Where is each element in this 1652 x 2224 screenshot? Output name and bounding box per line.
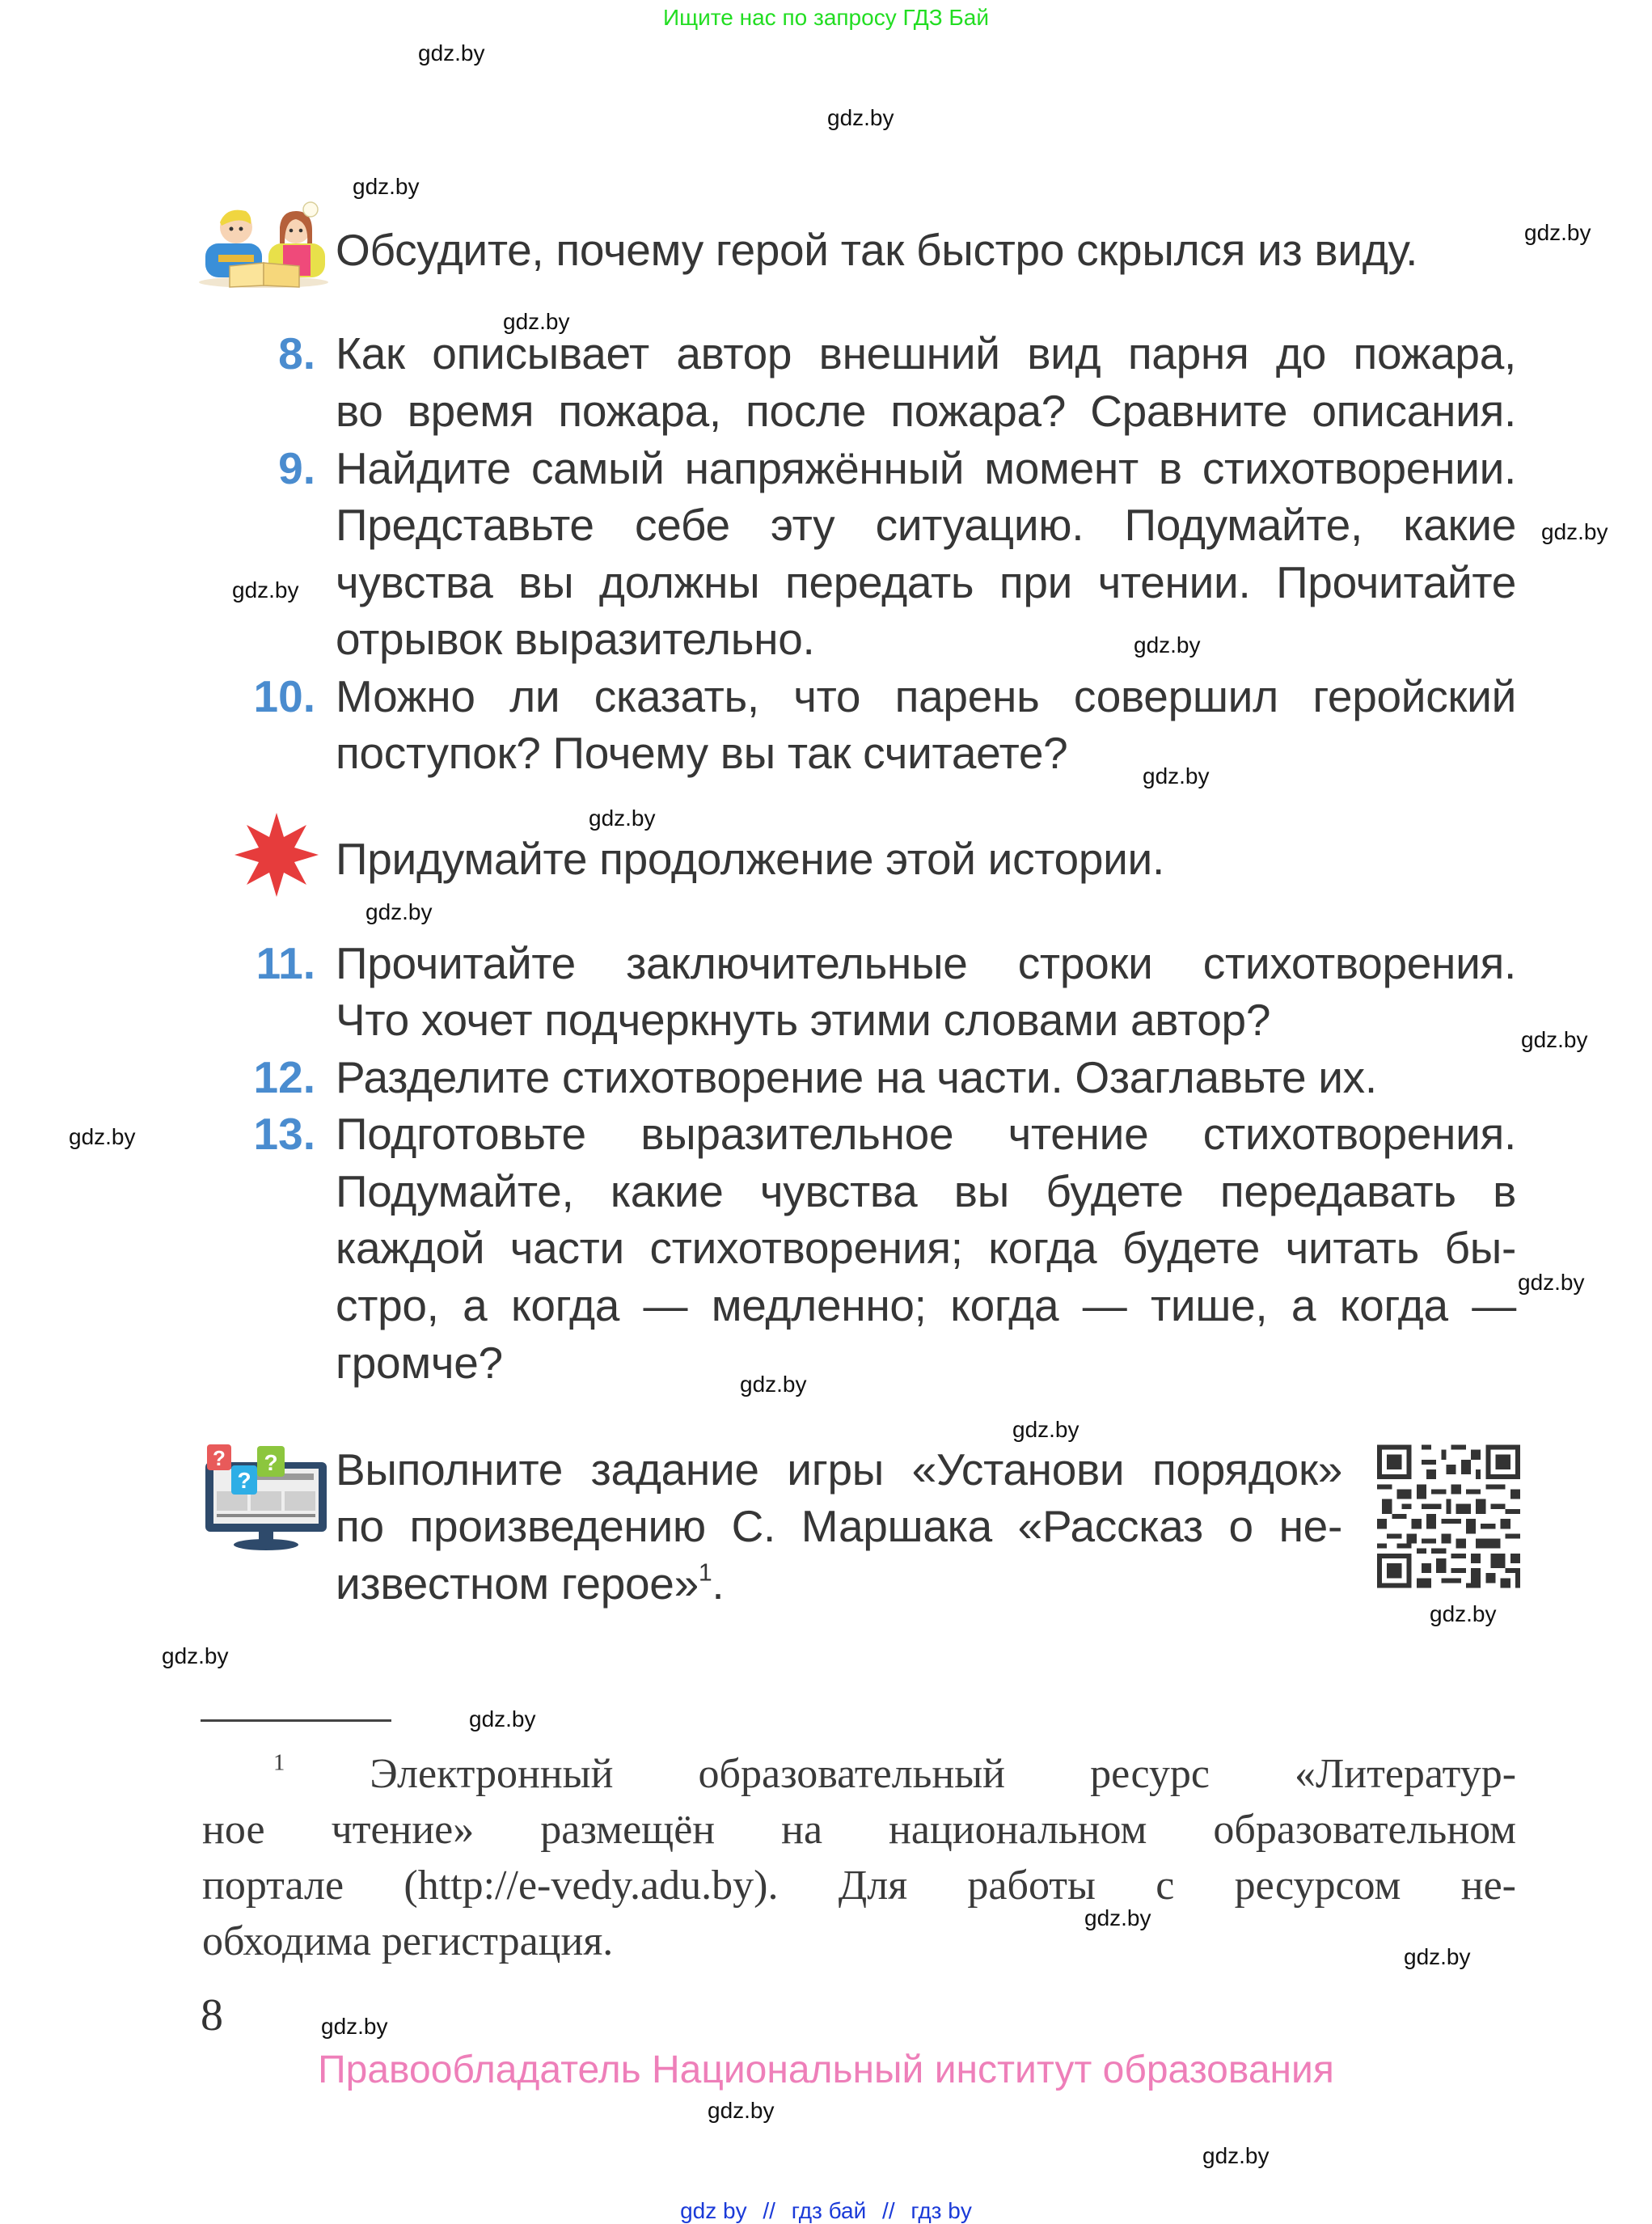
watermark: gdz.by bbox=[1518, 1270, 1585, 1295]
red-star-icon bbox=[234, 813, 319, 897]
question-number: 12. bbox=[253, 1052, 315, 1102]
watermark: gdz.by bbox=[418, 40, 485, 66]
game-task-line: по произведению С. Маршака «Рассказ о не- bbox=[336, 1501, 1342, 1551]
watermark: gdz.by bbox=[1012, 1417, 1080, 1442]
question-9-line: Представьте себе эту ситуацию. Подумайте, какие bbox=[336, 500, 1516, 550]
question-9-line: отрывок выразительно. bbox=[336, 614, 815, 664]
watermark: gdz.by bbox=[1541, 519, 1608, 544]
kids-reading-book-icon bbox=[194, 198, 333, 289]
question-11-line: Что хочет подчеркнуть этими словами автор? bbox=[336, 995, 1271, 1045]
question-13-line: стро, а когда — медленно; когда — тише, а когда — bbox=[336, 1280, 1516, 1330]
game-task-text: известном герое» bbox=[336, 1558, 699, 1609]
question-13-line: каждой части стихотворения; когда будете читать бы- bbox=[336, 1223, 1516, 1273]
watermark: gdz.by bbox=[1143, 763, 1210, 789]
search-banner: Ищите нас по запросу ГДЗ Бай bbox=[662, 5, 990, 30]
question-13-line: Подумайте, какие чувства вы будете передавать в bbox=[336, 1166, 1516, 1216]
watermark: gdz.by bbox=[321, 2014, 388, 2039]
question-10-line: Можно ли сказать, что парень совершил геройский bbox=[336, 671, 1516, 721]
question-10-line: поступок? Почему вы так считаете? bbox=[336, 728, 1068, 778]
svg-text:?: ? bbox=[237, 1468, 251, 1493]
watermark: gdz.by bbox=[1134, 632, 1201, 657]
question-12-line: Разделите стихотворение на части. Озаглавьте их. bbox=[336, 1052, 1377, 1102]
watermark: gdz.by bbox=[162, 1643, 229, 1668]
footnote-line: обходима регистрация. bbox=[202, 1918, 614, 1964]
watermark: gdz.by bbox=[1404, 1944, 1471, 1969]
watermark: gdz.by bbox=[1430, 1601, 1497, 1626]
footnote-line: ное чтение» размещён на национальном образовательном bbox=[202, 1807, 1516, 1853]
question-8-line: во время пожара, после пожара? Сравните описания. bbox=[336, 386, 1516, 436]
game-task-end: . bbox=[712, 1558, 725, 1609]
game-task-line: Выполните задание игры «Установи порядок» bbox=[336, 1444, 1342, 1495]
question-number: 13. bbox=[253, 1109, 315, 1159]
footnote-line: портале (http://e-vedy.adu.by). Для работы с ресурсом не- bbox=[202, 1862, 1516, 1909]
question-13-line: Подготовьте выразительное чтение стихотворения. bbox=[336, 1109, 1516, 1159]
footnote-reference[interactable]: 1 bbox=[698, 1559, 712, 1587]
footnote-line bbox=[273, 1746, 1516, 1803]
watermark: gdz.by bbox=[69, 1124, 136, 1149]
copyright-notice: Правообладатель Национальный институт образования bbox=[318, 2049, 1334, 2091]
qr-code[interactable] bbox=[1377, 1444, 1520, 1589]
link-separator: // bbox=[882, 2198, 895, 2223]
question-9-line: чувства вы должны передать при чтении. Прочитайте bbox=[336, 557, 1516, 607]
watermark: gdz.by bbox=[1524, 220, 1591, 245]
link-gdz-by-cyr[interactable]: гдз by bbox=[911, 2198, 972, 2223]
watermark: gdz.by bbox=[1202, 2143, 1270, 2168]
bottom-links bbox=[0, 2198, 1652, 2224]
watermark: gdz.by bbox=[503, 309, 570, 334]
computer-monitor-quiz-icon bbox=[201, 1441, 330, 1554]
watermark: gdz.by bbox=[1084, 1905, 1151, 1930]
page-number: 8 bbox=[201, 1990, 223, 2040]
footnote-marker: 1 bbox=[273, 1750, 285, 1776]
svg-text:?: ? bbox=[264, 1450, 278, 1475]
game-task-line-last bbox=[336, 1555, 1516, 1612]
question-11-line: Прочитайте заключительные строки стихотворения. bbox=[336, 938, 1516, 988]
footnote-divider bbox=[201, 1719, 391, 1722]
watermark: gdz.by bbox=[1521, 1027, 1588, 1052]
watermark: gdz.by bbox=[827, 105, 894, 130]
question-number: 8. bbox=[278, 328, 315, 378]
watermark: gdz.by bbox=[589, 805, 656, 831]
watermark: gdz.by bbox=[232, 577, 299, 603]
question-9-line: Найдите самый напряжённый момент в стихотворении. bbox=[336, 443, 1516, 493]
svg-text:?: ? bbox=[213, 1446, 226, 1470]
watermark: gdz.by bbox=[365, 899, 433, 924]
watermark: gdz.by bbox=[469, 1706, 536, 1731]
question-number: 11. bbox=[256, 938, 315, 988]
footnote-text: Электронный образовательный ресурс «Литератур- bbox=[370, 1751, 1517, 1797]
question-8-line: Как описывает автор внешний вид парня до пожара, bbox=[336, 328, 1516, 378]
link-gdz-bai[interactable]: гдз бай bbox=[791, 2198, 867, 2223]
watermark: gdz.by bbox=[740, 1372, 807, 1397]
creative-task-text: Придумайте продолжение этой истории. bbox=[336, 834, 1164, 884]
question-number: 9. bbox=[278, 443, 315, 493]
question-13-line: громче? bbox=[336, 1338, 503, 1388]
link-gdz-by[interactable]: gdz by bbox=[680, 2198, 747, 2223]
link-separator: // bbox=[763, 2198, 775, 2223]
watermark: gdz.by bbox=[708, 2098, 775, 2123]
question-number: 10. bbox=[253, 671, 315, 721]
watermark: gdz.by bbox=[353, 174, 420, 199]
discussion-prompt: Обсудите, почему герой так быстро скрылся из виду. bbox=[336, 225, 1418, 275]
